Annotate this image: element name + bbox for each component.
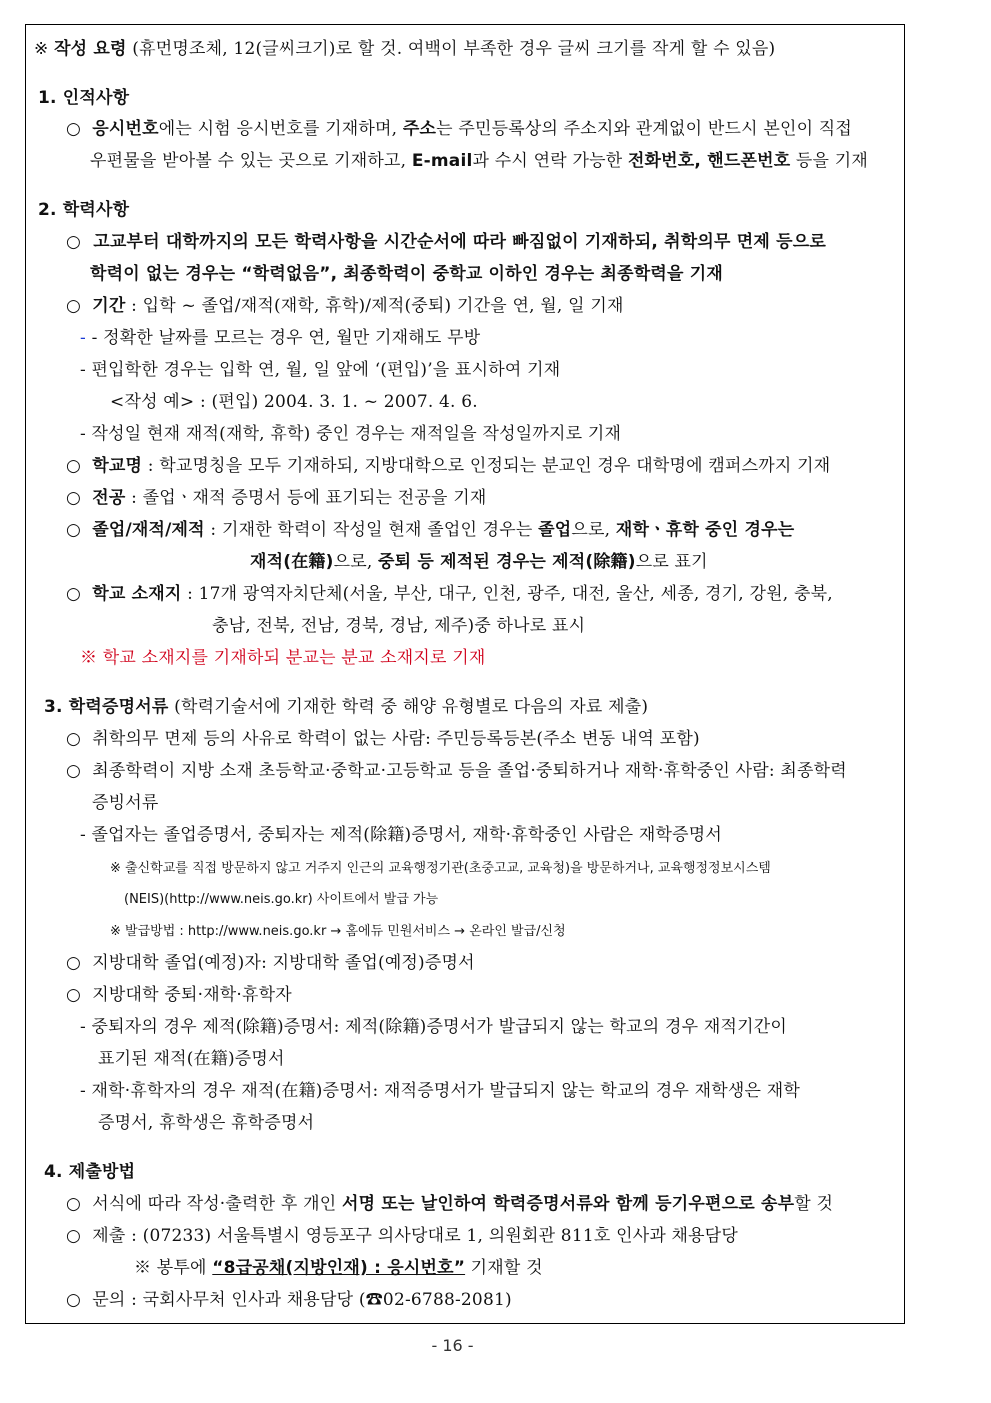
keyword: 학교 소재지 bbox=[92, 584, 182, 604]
keyword: 재적(在籍) bbox=[250, 552, 334, 572]
text: : 졸업ㆍ재적 증명서 등에 표기되는 전공을 기재 bbox=[125, 488, 487, 508]
keyword: 전공 bbox=[92, 488, 126, 508]
text: 할 것 bbox=[794, 1194, 834, 1214]
s3-bullet-3: ○ 지방대학 졸업(예정)자: 지방대학 졸업(예정)증명서 bbox=[66, 953, 475, 973]
s3-dash-2-line-1: - 중퇴자의 경우 제적(除籍)증명서: 제적(除籍)증명서가 발급되지 않는 학교의 경우 재적기간이 bbox=[80, 1017, 787, 1037]
keyword: E-mail bbox=[411, 151, 473, 171]
s3-dash-3-line-1: - 재학·휴학자의 경우 재적(在籍)증명서: 재적증명서가 발급되지 않는 학교의 경우 재학생은 재학 bbox=[80, 1081, 800, 1101]
s4-envelope-note bbox=[134, 1257, 543, 1279]
keyword: 전화번호, 핸드폰번호 bbox=[627, 151, 791, 171]
text: ※ 봉투에 bbox=[134, 1258, 213, 1278]
text: 등을 기재 bbox=[790, 151, 869, 171]
section-3-heading bbox=[44, 696, 648, 718]
s3-note-1-line-1: ※ 출신학교를 직접 방문하지 않고 거주지 인근의 교육행정기관(초중고교, 교육청)을 방문하거나, 교육행정정보시스템 bbox=[110, 861, 771, 876]
text: 기재할 것 bbox=[465, 1258, 543, 1278]
guide-title: 작성 요령 bbox=[54, 39, 127, 59]
s3-dash-2-line-2: 표기된 재적(在籍)증명서 bbox=[98, 1049, 285, 1069]
keyword: 서명 또는 날인하여 학력증명서류와 함께 등기우편으로 송부 bbox=[341, 1194, 795, 1214]
section-2-heading: 2. 학력사항 bbox=[38, 200, 130, 220]
s3-dash-3-line-2: 증명서, 휴학생은 휴학증명서 bbox=[98, 1113, 315, 1133]
s2-bullet-status-line-1: ○ 졸업/재적/제적 : 기재한 학력이 작성일 현재 졸업인 경우는 졸업으로, 재학ㆍ휴학 중인 경우는 bbox=[66, 520, 795, 540]
s2-bullet-location-line-2: 충남, 전북, 전남, 경북, 경남, 제주)중 하나로 표시 bbox=[212, 616, 586, 636]
keyword: 기간 bbox=[92, 296, 126, 316]
text: 으로, bbox=[571, 520, 616, 540]
s4-bullet-3: ○ 문의 : 국회사무처 인사과 채용담당 (☎02-6788-2081) bbox=[66, 1290, 512, 1310]
text: : 학교명칭을 모두 기재하되, 지방대학으로 인정되는 분교인 경우 대학명에 캠퍼스까지 기재 bbox=[142, 456, 831, 476]
text: 우편물을 받아볼 수 있는 곳으로 기재하고, bbox=[90, 151, 412, 171]
keyword: 졸업/재적/제적 bbox=[92, 520, 205, 540]
text: 최종학력이 지방 소재 초등학교·중학교·고등학교 등을 졸업·중퇴하거나 재학·휴학중인 사람: 최종학력 bbox=[92, 761, 847, 781]
s3-bullet-1: ○ 취학의무 면제 등의 사유로 학력이 없는 사람: 주민등록등본(주소 변동 내역 포함) bbox=[66, 729, 700, 749]
s3-note-1-line-2: (NEIS)(http://www.neis.go.kr) 사이트에서 발급 가능 bbox=[124, 892, 439, 907]
keyword: 주소 bbox=[402, 119, 437, 139]
text: 제출 : (07233) 서울특별시 영등포구 의사당대로 1, 의원회관 811호 인사과 채용담당 bbox=[92, 1226, 739, 1246]
s2-example: <작성 예> : (편입) 2004. 3. 1. ~ 2007. 4. 6. bbox=[110, 392, 478, 412]
s2-dash-2: - 편입학한 경우는 입학 연, 월, 일 앞에 ‘(편입)’을 표시하여 기재 bbox=[80, 360, 561, 380]
text: 으로 표기 bbox=[635, 552, 708, 572]
section-1-heading: 1. 인적사항 bbox=[38, 88, 130, 108]
section-4-heading: 4. 제출방법 bbox=[44, 1162, 136, 1182]
text: 에는 시험 응시번호를 기재하며, bbox=[158, 119, 403, 139]
s1-bullet-1-line-2 bbox=[90, 150, 868, 172]
text: 과 수시 연락 가능한 bbox=[472, 151, 628, 171]
s2-warning: ※ 학교 소재지를 기재하되 분교는 분교 소재지로 기재 bbox=[80, 648, 486, 668]
keyword: “8급공채(지방인재) : 응시번호” bbox=[212, 1258, 466, 1278]
heading-text: 3. 학력증명서류 bbox=[44, 697, 169, 717]
text: : 17개 광역자치단체(서울, 부산, 대구, 인천, 광주, 대전, 울산, 세종, 경기, 강원, 충북, bbox=[181, 584, 833, 604]
keyword: 중퇴 등 제적된 경우는 제적(除籍) bbox=[378, 552, 636, 572]
text: 지방대학 졸업(예정)자: 지방대학 졸업(예정)증명서 bbox=[92, 953, 475, 973]
s2-bullet-status-line-2 bbox=[250, 551, 708, 573]
text: 취학의무 면제 등의 사유로 학력이 없는 사람: 주민등록등본(주소 변동 내역 포함) bbox=[92, 729, 700, 749]
bullet: ○ bbox=[66, 119, 82, 139]
s2-dash-1: - - 정확한 날짜를 모르는 경우 연, 월만 기재해도 무방 bbox=[80, 328, 481, 348]
text: 으로, bbox=[333, 552, 379, 572]
s4-bullet-2: ○ 제출 : (07233) 서울특별시 영등포구 의사당대로 1, 의원회관 811호 인사과 채용담당 bbox=[66, 1226, 739, 1246]
reference-mark: ※ bbox=[34, 39, 49, 59]
text: 지방대학 중퇴·재학·휴학자 bbox=[92, 985, 292, 1005]
s2-bullet-period: ○ 기간 : 입학 ~ 졸업/재적(재학, 휴학)/제적(중퇴) 기간을 연, 월, 일 기재 bbox=[66, 296, 624, 316]
keyword: 재학ㆍ휴학 중인 경우는 bbox=[615, 520, 795, 540]
text: 서식에 따라 작성·출력한 후 개인 bbox=[92, 1194, 342, 1214]
s2-bullet-1-line-2: 학력이 없는 경우는 “학력없음”, 최종학력이 중학교 이하인 경우는 최종학력을 기재 bbox=[90, 264, 723, 284]
guide-line bbox=[34, 38, 775, 60]
keyword: 졸업 bbox=[538, 520, 572, 540]
s3-dash-1: - 졸업자는 졸업증명서, 중퇴자는 제적(除籍)증명서, 재학·휴학중인 사람은 재학증명서 bbox=[80, 825, 722, 845]
text: 문의 : 국회사무처 인사과 채용담당 (☎02-6788-2081) bbox=[92, 1290, 512, 1310]
text: : 기재한 학력이 작성일 현재 졸업인 경우는 bbox=[204, 520, 539, 540]
s1-bullet-1-line-1 bbox=[66, 118, 852, 140]
page-number: - 16 - bbox=[431, 1336, 474, 1355]
keyword: 학교명 bbox=[92, 456, 143, 476]
s2-bullet-location-line-1: ○ 학교 소재지 : 17개 광역자치단체(서울, 부산, 대구, 인천, 광주, 대전, 울산, 세종, 경기, 강원, 충북, bbox=[66, 584, 833, 604]
s2-bullet-school: ○ 학교명 : 학교명칭을 모두 기재하되, 지방대학으로 인정되는 분교인 경우 대학명에 캠퍼스까지 기재 bbox=[66, 456, 831, 476]
s3-bullet-2-line-1: ○ 최종학력이 지방 소재 초등학교·중학교·고등학교 등을 졸업·중퇴하거나 재학·휴학중인 사람: 최종학력 bbox=[66, 761, 847, 781]
heading-note: (학력기술서에 기재한 학력 중 해양 유형별로 다음의 자료 제출) bbox=[168, 697, 649, 717]
text: 고교부터 대학까지의 모든 학력사항을 시간순서에 따라 빠짐없이 기재하되, 취학의무 면제 등으로 bbox=[93, 232, 827, 252]
text: 는 주민등록상의 주소지와 관계없이 반드시 본인이 직접 bbox=[436, 119, 853, 139]
s2-bullet-major: ○ 전공 : 졸업ㆍ재적 증명서 등에 표기되는 전공을 기재 bbox=[66, 488, 487, 508]
guide-note: (휴먼명조체, 12(글씨크기)로 할 것. 여백이 부족한 경우 글씨 크기를 작게 할 수 있음) bbox=[132, 39, 776, 59]
s3-note-2: ※ 발급방법 : http://www.neis.go.kr → 홈에듀 민원서비스 → 온라인 발급/신청 bbox=[110, 924, 566, 939]
s3-bullet-4: ○ 지방대학 중퇴·재학·휴학자 bbox=[66, 985, 292, 1005]
s2-bullet-1-line-1: ○ 고교부터 대학까지의 모든 학력사항을 시간순서에 따라 빠짐없이 기재하되, 취학의무 면제 등으로 bbox=[66, 232, 827, 252]
s3-bullet-2-line-2: 증빙서류 bbox=[92, 793, 159, 813]
s4-bullet-1: ○ 서식에 따라 작성·출력한 후 개인 서명 또는 날인하여 학력증명서류와 함께 등기우편으로 송부할 것 bbox=[66, 1194, 834, 1214]
text: - 정확한 날짜를 모르는 경우 연, 월만 기재해도 무방 bbox=[91, 328, 481, 348]
s2-dash-3: - 작성일 현재 재적(재학, 휴학) 중인 경우는 재적일을 작성일까지로 기재 bbox=[80, 424, 622, 444]
text: : 입학 ~ 졸업/재적(재학, 휴학)/제적(중퇴) 기간을 연, 월, 일 기재 bbox=[125, 296, 624, 316]
keyword: 응시번호 bbox=[92, 119, 159, 139]
